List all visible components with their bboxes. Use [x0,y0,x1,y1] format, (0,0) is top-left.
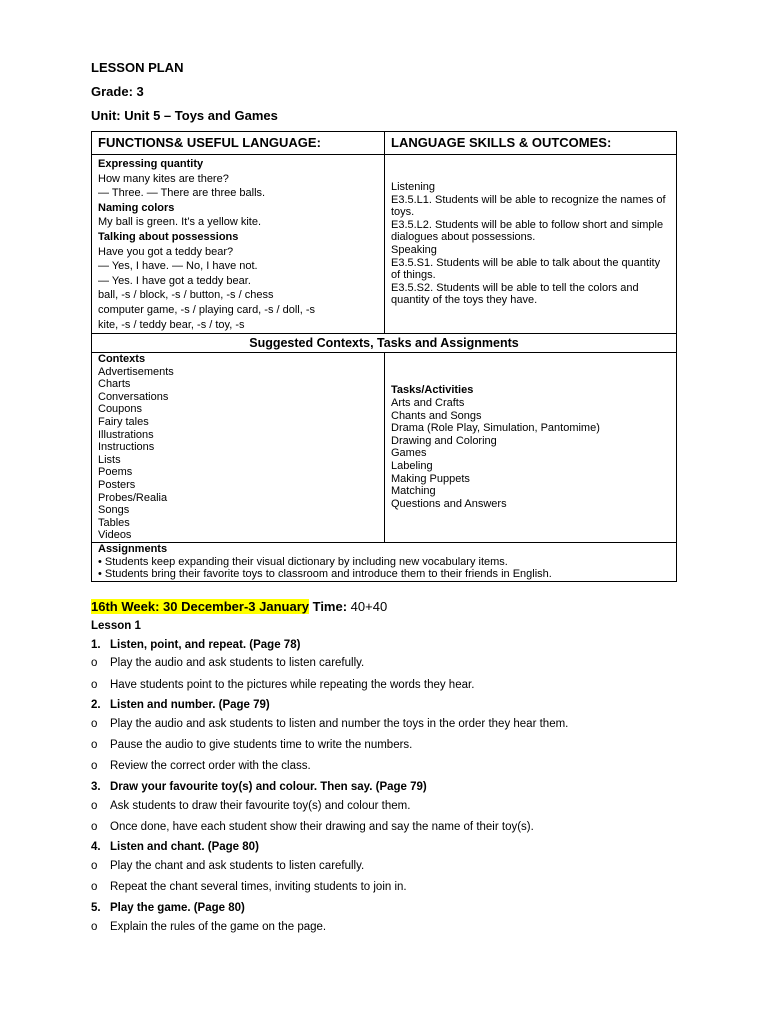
step-heading [91,639,300,651]
step-bullet [91,679,474,691]
context-item: Lists [98,453,121,466]
functions-list [98,157,378,332]
task-item: Drawing and Coloring [391,434,497,447]
context-item: Songs [98,504,130,517]
step-heading [91,841,259,853]
context-item: Illustrations [98,428,154,441]
bullet-marker: o [91,679,98,691]
task-item: Games [391,447,427,460]
context-item: Posters [98,478,136,491]
step-bullet [91,881,407,893]
task-item: Drama (Role Play, Simulation, Pantomime) [391,422,600,435]
functions-header: FUNCTIONS& USEFUL LANGUAGE: [92,132,385,155]
function-line: computer game, -s / playing card, -s / doll, -s [98,303,316,316]
function-heading: Talking about possessions [98,230,239,243]
document-title: LESSON PLAN [91,60,184,75]
bullet-marker: o [91,760,98,772]
skill-line: E3.5.S1. Students will be able to talk about the quantity of things. [391,256,661,282]
bullet-text: Review the correct order with the class. [110,760,311,772]
function-line: — Yes, I have. — No, I have not. [98,260,258,273]
bullet-marker: o [91,921,98,933]
contexts-cell [92,353,385,543]
function-heading: Naming colors [98,201,175,214]
context-item: Poems [98,466,133,479]
step-heading [91,781,427,793]
step-bullet [91,821,534,833]
bullet-marker: o [91,860,98,872]
bullet-marker: o [91,657,98,669]
lesson-plan-table [91,131,677,582]
bullet-text: Play the audio and ask students to listen and number the toys in the order they hear them. [110,718,569,730]
week-line [91,599,387,614]
bullet-marker: o [91,718,98,730]
bullet-text: Once done, have each student show their drawing and say the name of their toy(s). [110,821,534,833]
bullet-marker: o [91,821,98,833]
task-item: Matching [391,485,436,498]
context-item: Instructions [98,441,155,454]
function-line: My ball is green. It’s a yellow kite. [98,216,262,229]
step-bullet [91,718,568,730]
function-line: ball, -s / block, -s / button, -s / chess [98,289,274,302]
step-title: Play the game. (Page 80) [110,902,245,914]
task-item: Arts and Crafts [391,397,465,410]
suggested-title: Suggested Contexts, Tasks and Assignments [92,334,677,353]
step-title: Listen, point, and repeat. (Page 78) [110,639,301,651]
time-label: Time: [312,599,348,614]
skills-cell [385,155,677,334]
step-bullet [91,921,326,933]
bullet-text: Have students point to the pictures while repeating the words they hear. [110,679,475,691]
step-bullet [91,800,410,812]
task-item: Labeling [391,460,433,473]
step-bullet [91,739,412,751]
bullet-text: Pause the audio to give students time to write the numbers. [110,739,413,751]
step-heading [91,902,245,914]
assignments-cell [92,542,677,581]
assignments-list [98,556,670,581]
contexts-title: Contexts [98,353,146,365]
assignment-item: • Students keep expanding their visual dictionary by including new vocabulary items. [98,555,508,568]
skill-line: Speaking [391,244,437,256]
grade-line: Grade: 3 [91,84,144,99]
tasks-title: Tasks/Activities [391,384,474,397]
skills-header: LANGUAGE SKILLS & OUTCOMES: [385,132,677,155]
context-item: Videos [98,529,132,542]
step-bullet [91,760,311,772]
bullet-text: Repeat the chant several times, inviting students to join in. [110,881,407,893]
context-item: Probes/Realia [98,491,168,504]
bullet-text: Play the chant and ask students to listen carefully. [110,860,365,872]
step-number: 1. [91,639,101,651]
step-bullet [91,860,364,872]
bullet-text: Ask students to draw their favourite toy(s) and colour them. [110,800,411,812]
step-title: Draw your favourite toy(s) and colour. Then say. (Page 79) [110,781,427,793]
bullet-text: Explain the rules of the game on the page. [110,921,327,933]
week-label: 16th Week: 30 December-3 January [91,599,309,614]
step-heading [91,699,270,711]
function-line: kite, -s / teddy bear, -s / toy, -s [98,318,245,331]
tasks-cell [385,353,677,543]
unit-line: Unit: Unit 5 – Toys and Games [91,108,278,123]
step-title: Listen and chant. (Page 80) [110,841,259,853]
context-item: Coupons [98,403,143,416]
step-number: 5. [91,902,101,914]
bullet-marker: o [91,881,98,893]
bullet-text: Play the audio and ask students to listen carefully. [110,657,365,669]
function-line: — Yes. I have got a teddy bear. [98,274,251,287]
skills-list [391,181,670,307]
function-line: — Three. — There are three balls. [98,187,266,200]
assignment-item: • Students bring their favorite toys to classroom and introduce them to their friends in English. [98,568,552,581]
tasks-list [391,397,670,510]
bullet-marker: o [91,739,98,751]
skill-line: E3.5.L2. Students will be able to follow short and simple dialogues about possessions. [391,218,664,244]
function-heading: Expressing quantity [98,158,204,170]
context-item: Charts [98,378,131,391]
context-item: Conversations [98,390,169,403]
step-number: 2. [91,699,101,711]
step-bullet [91,657,364,669]
task-item: Making Puppets [391,472,470,485]
contexts-list [98,366,378,542]
step-number: 4. [91,841,101,853]
lesson-title: Lesson 1 [91,620,141,632]
context-item: Fairy tales [98,415,149,428]
function-line: Have you got a teddy bear? [98,245,234,258]
skill-line: E3.5.L1. Students will be able to recognize the names of toys. [391,193,666,219]
skill-line: E3.5.S2. Students will be able to tell the colors and quantity of the toys they have. [391,281,639,307]
context-item: Advertisements [98,365,174,378]
functions-cell [92,155,385,334]
bullet-marker: o [91,800,98,812]
time-value: 40+40 [350,599,388,614]
task-item: Questions and Answers [391,497,507,510]
assignments-title: Assignments [98,542,168,555]
function-line: How many kites are there? [98,172,229,185]
step-number: 3. [91,781,101,793]
context-item: Tables [98,516,130,529]
task-item: Chants and Songs [391,409,482,422]
step-title: Listen and number. (Page 79) [110,699,270,711]
skill-line: Listening [391,181,436,194]
